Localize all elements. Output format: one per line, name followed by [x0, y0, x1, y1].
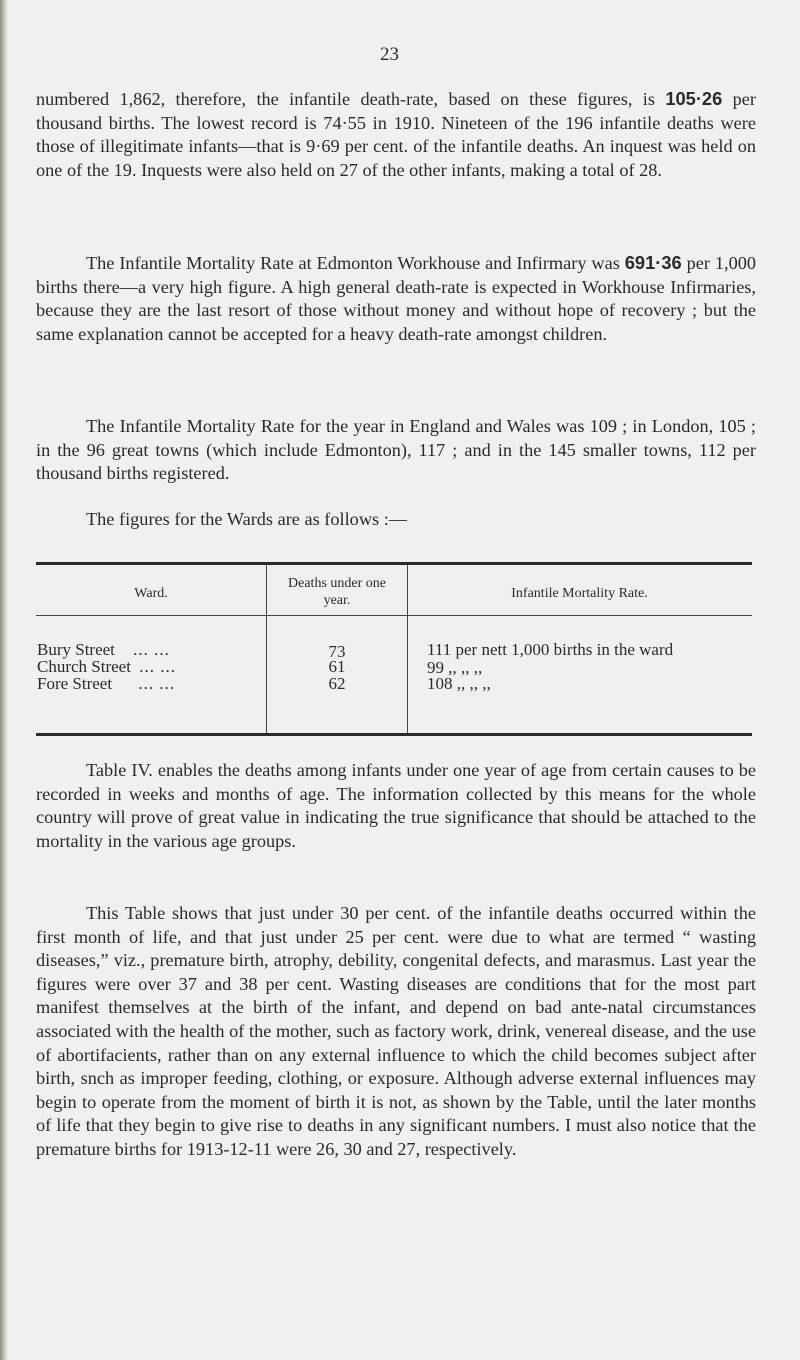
text-run: The Infantile Mortality Rate at Edmonton Workhouse and Infirmary was	[86, 253, 625, 273]
row-deaths: 73	[328, 642, 346, 661]
paragraph-5	[36, 759, 756, 853]
paragraph-2	[36, 251, 756, 346]
page-edge-shadow	[0, 0, 8, 1360]
text-run: This Table shows that just under 30 per cent. of the infantile deaths occurred within the first month of life, and that just under 25 per cent. were due to what are termed “ wasting diseases,” viz., premature birth, atrophy, debility, congenital defects, and marasmus. Last year the figures were over 37 and 38 per cent. Wasting diseases are conditions that for the most part manifest themselves at the birth of the infant, and depend on bad ante-natal circumstances associated with the health of the mother, such as factory work, drink, venereal disease, and the use of abortifacients, rather than on any external influence to which the child becomes subject after birth, snch as improper feeding, clothing, or exposure. Although adverse external influences may begin to operate from the moment of birth it is not, as shown by the Table, until the later months of life that they begin to give rise to deaths in any significant numbers. I must also notice that the premature births for 1913-12-11 were 26, 30 and 27, respectively.	[36, 903, 756, 1159]
text-run: per 1,000 births there—a very high figure. A high general death-rate is expected in Workhouse Infirmaries, because they are the last resort of those without money and without hope of recovery ; but the same explanation cannot be accepted for a heavy death-rate amongst children.	[36, 253, 756, 344]
paragraph-3	[36, 415, 756, 486]
table-header-rule	[36, 615, 752, 616]
row-deaths: 62	[328, 674, 346, 693]
ward-name: Fore Street	[37, 674, 113, 693]
ward-table	[36, 562, 752, 736]
row-ward	[37, 676, 175, 692]
bold-figure: 691·36	[624, 252, 682, 273]
text-run: The Infantile Mortality Rate for the year in England and Wales was 109 ; in London, 105 ; in the 96 great towns (which include Edmonton), 117 ; and in the 145 smaller towns, 112 per thousand births registered.	[36, 416, 756, 484]
header-rate: Infantile Mortality Rate.	[511, 586, 648, 601]
page-number: 23	[380, 44, 399, 65]
leader-dots: ... ...	[138, 674, 176, 693]
header-deaths: Deaths under one year.	[288, 576, 386, 608]
paragraph-4	[36, 508, 756, 532]
row-rate: 111 per nett 1,000 births in the ward	[427, 640, 674, 659]
ward-name: Church Street	[37, 657, 131, 676]
text-run: per thousand births. The lowest record is 74·55 in 1910. Nineteen of the 196 infantile deaths were those of illegitimate infants—that is 9·69 per cent. of the infantile deaths. An inquest was held on one of the 19. Inquests were also held on 27 of the other infants, making a total of 28.	[36, 89, 756, 180]
row-ward	[37, 642, 170, 658]
row-rate: 108 ,, ,, ,,	[427, 674, 491, 693]
row-ward	[37, 659, 176, 675]
row-rate: 99 ,, ,, ,,	[427, 658, 483, 677]
text-run: numbered 1,862, therefore, the infantile death-rate, based on these figures, is	[36, 89, 666, 109]
header-ward: Ward.	[134, 586, 168, 601]
leader-dots: ... ...	[133, 640, 170, 659]
bold-figure: 105·26	[665, 88, 723, 109]
text-run: The figures for the Wards are as follows :—	[86, 509, 408, 529]
row-deaths: 61	[328, 657, 346, 676]
text-run: Table IV. enables the deaths among infants under one year of age from certain causes to be recorded in weeks and months of age. The information collected by this means for the whole country will prove of great value in indicating the true significance that should be attached to the mortality in the various age groups.	[36, 760, 756, 851]
paragraph-1	[36, 87, 756, 182]
paragraph-6	[36, 902, 756, 1162]
ward-name: Bury Street	[37, 640, 115, 659]
table-bottom-rule	[36, 733, 752, 736]
leader-dots: ... ...	[139, 657, 176, 676]
table-top-rule	[36, 562, 752, 565]
